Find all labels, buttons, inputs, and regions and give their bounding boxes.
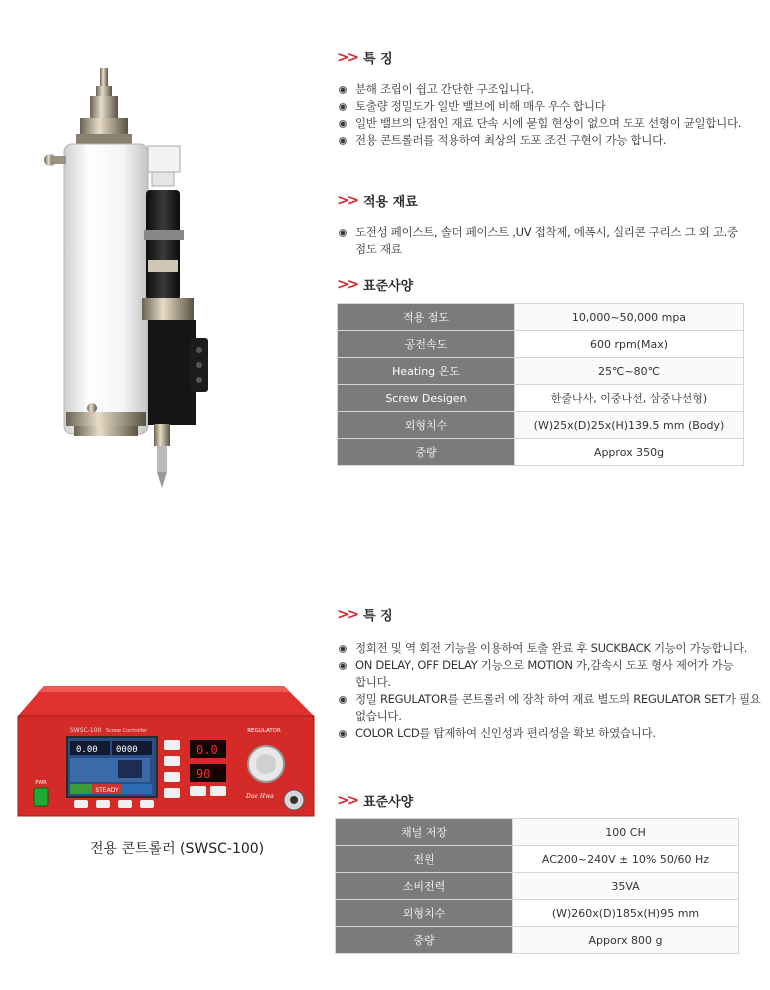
table-row: Screw Desigen 한줄나사, 이중나선, 삼중나선형) — [338, 385, 744, 412]
controller-caption: 전용 콘트롤러 (SWSC-100) — [90, 841, 265, 857]
section-title: 표준사양 — [363, 794, 414, 810]
bullet-icon — [339, 120, 347, 128]
list-item: 정밀 REGULATOR를 콘트롤러 에 장착 하여 재료 별도의 REGULATOR SET가 필요 없습니다. — [337, 691, 762, 725]
list-item: 정회전 및 역 회전 기능을 이용하여 토출 완료 후 SUCKBACK 기능이 가능합니다. — [337, 640, 762, 657]
section-title: 표준사양 — [363, 278, 414, 294]
chevron-double-right-icon: >> — [337, 605, 357, 623]
section-heading — [337, 274, 744, 294]
section-heading — [337, 790, 739, 810]
valve-materials-section — [337, 190, 757, 258]
lcd-status-label: STEADY — [95, 787, 119, 794]
list-item: 전용 콘트롤러를 적용하여 최상의 도포 조건 구현이 가능 합니다. — [337, 132, 757, 149]
section-title: 적용 재료 — [363, 194, 418, 210]
valve-spec-section — [337, 274, 744, 466]
bullet-icon — [339, 662, 347, 670]
controller-product-image — [14, 686, 316, 820]
section-heading — [337, 190, 757, 210]
display-1-value: 0.0 — [196, 743, 218, 757]
table-row: 외형치수 (W)25x(D)25x(H)139.5 mm (Body) — [338, 412, 744, 439]
bullet-icon — [339, 137, 347, 145]
chevron-double-right-icon: >> — [337, 791, 357, 809]
feature-list — [337, 81, 757, 149]
spec-table — [335, 818, 739, 954]
controller-spec-section — [337, 790, 739, 954]
regulator-label: REGULATOR — [247, 728, 281, 734]
section-title: 특 징 — [363, 51, 393, 67]
bullet-icon — [339, 645, 347, 653]
feature-list — [337, 640, 762, 742]
list-item: 토출량 정밀도가 일반 밸브에 비해 매우 우수 합니다 — [337, 98, 757, 115]
table-row: 전원 AC200~240V ± 10% 50/60 Hz — [336, 846, 739, 873]
valve-product-image — [30, 60, 250, 490]
bullet-icon — [339, 696, 347, 704]
lcd-top-left-value: 0.00 — [76, 745, 98, 755]
chevron-double-right-icon: >> — [337, 275, 357, 293]
lcd-top-right-value: 0000 — [116, 745, 138, 755]
list-item: COLOR LCD를 탑제하여 신인성과 편리성을 확보 하였습니다. — [337, 725, 762, 742]
bullet-icon — [339, 86, 347, 94]
table-row: 중량 Apporx 800 g — [336, 927, 739, 954]
list-item: ON DELAY, OFF DELAY 기능으로 MOTION 가,감속시 도포 형사 제어가 가능 합니다. — [337, 657, 762, 691]
section-title: 특 징 — [363, 608, 393, 624]
section-heading — [337, 47, 757, 67]
chevron-double-right-icon: >> — [337, 48, 357, 66]
svg-text:PWR: PWR — [35, 780, 47, 786]
materials-list — [337, 224, 757, 258]
controller-features-section — [337, 604, 762, 742]
spec-table — [337, 303, 744, 466]
table-row: 소비전력 35VA — [336, 873, 739, 900]
table-row: 적용 점도 10,000~50,000 mpa — [338, 304, 744, 331]
valve-features-section — [337, 47, 757, 149]
list-item: 일반 밸브의 단점인 재료 단속 시에 묻힘 현상이 없으며 도포 선형이 균일합니다. — [337, 115, 757, 132]
model-name-label: Screw Controller — [106, 728, 148, 734]
chevron-double-right-icon: >> — [337, 191, 357, 209]
bullet-icon — [339, 730, 347, 738]
bullet-icon — [339, 103, 347, 111]
table-row: 채널 저장 100 CH — [336, 819, 739, 846]
display-2-value: 90 — [196, 767, 211, 781]
table-row: 공전속도 600 rpm(Max) — [338, 331, 744, 358]
table-row: 외형치수 (W)260x(D)185x(H)95 mm — [336, 900, 739, 927]
table-row: 중량 Approx 350g — [338, 439, 744, 466]
brand-label: Dae Hwa — [246, 793, 274, 800]
table-row: Heating 온도 25℃~80℃ — [338, 358, 744, 385]
section-heading — [337, 604, 762, 624]
model-label: SWSC-100 — [70, 727, 102, 734]
bullet-icon — [339, 229, 347, 237]
list-item: 분해 조립이 쉽고 간단한 구조입니다. — [337, 81, 757, 98]
list-item: 도전성 페이스트, 솔더 페이스트 ,UV 접착제, 에폭시, 실리콘 구리스 그 외 고.중점도 재료 — [337, 224, 757, 258]
